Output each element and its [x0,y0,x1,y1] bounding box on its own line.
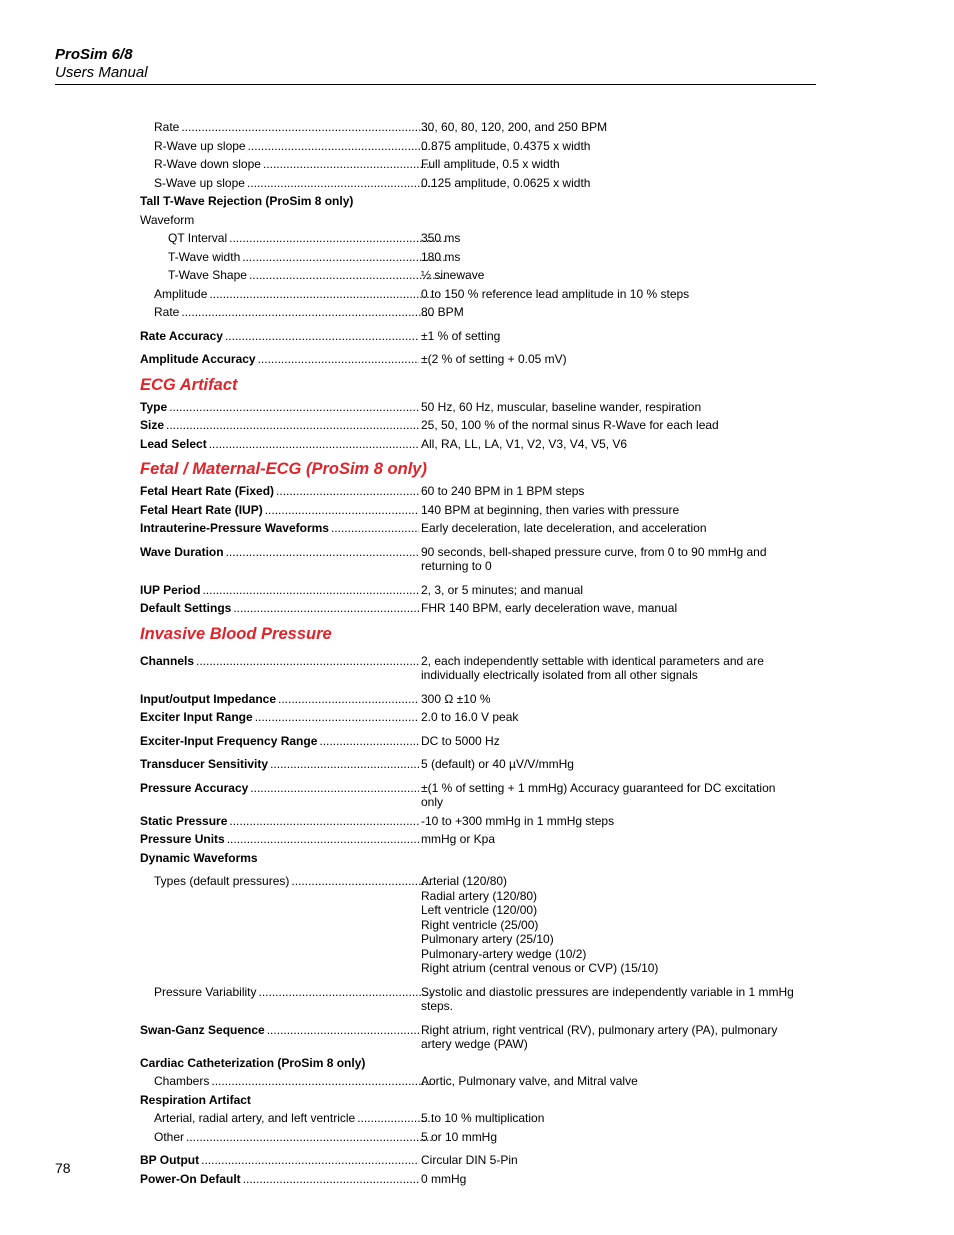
spec-value-line: Right atrium, right ventrical (RV), pulmonary artery (PA), pulmonary [421,1022,778,1037]
spec-label [140,874,433,889]
spec-value [421,734,820,749]
spec-value-line: 300 Ω ±10 % [421,691,491,706]
spec-row [140,350,820,369]
spec-group-heading: Cardiac Catheterization (ProSim 8 only) [140,1055,366,1070]
spec-label-text: Size [140,418,165,432]
spec-value-line: returning to 0 [421,559,492,573]
spec-label [140,305,433,320]
spec-label [140,692,419,707]
spec-group-heading: Dynamic Waveforms [140,850,258,865]
spec-value-line: 0.125 amplitude, 0.0625 x width [421,175,591,190]
spec-label-text: S-Wave up slope [154,175,245,190]
spec-label-text: Exciter-Input Frequency Range [140,733,318,748]
spec-row [140,285,820,304]
dot-leader [267,1023,419,1038]
dot-leader [196,654,419,669]
dot-leader [186,1130,433,1145]
spec-label-text: Pressure Accuracy [140,780,249,795]
spec-label [140,484,419,499]
spec-row [140,581,820,600]
spec-label-text: T-Wave Shape [168,268,247,282]
spec-row [140,1128,820,1147]
spec-value [421,814,820,829]
spec-value-line: 2, 3, or 5 minutes; and manual [421,582,584,597]
spec-value [421,176,820,191]
section-heading: Invasive Blood Pressure [140,624,332,643]
spec-row [140,732,820,751]
spec-row [140,708,820,727]
spec-label [140,1023,419,1038]
dot-leader [209,287,433,302]
spec-row [140,1072,820,1091]
dot-leader [319,734,419,749]
spec-group-heading: Tall T-Wave Rejection (ProSim 8 only) [140,194,354,208]
spec-value-line: Pulmonary artery (25/10) [421,932,554,946]
spec-label-text: Static Pressure [140,813,228,828]
spec-value-line: 5 (default) or 40 µV/V/mmHg [421,757,574,771]
spec-row [140,690,820,709]
spec-label-text: Amplitude Accuracy [140,352,256,366]
manual-title: ProSim 6/8 [55,46,133,63]
dot-leader [166,418,419,433]
spec-label [140,231,447,246]
dot-leader [249,268,447,283]
spec-row [140,983,820,1016]
dot-leader [242,250,447,265]
spec-label-text: Swan-Ganz Sequence [140,1022,265,1037]
spec-value-line: 60 to 240 BPM in 1 BPM steps [421,484,585,498]
dot-leader [209,437,419,452]
spec-label [140,329,419,344]
spec-value-line: -10 to +300 mmHg in 1 mmHg steps [421,813,615,828]
dot-leader [229,814,419,829]
spec-row [140,1109,820,1128]
dot-leader [331,521,419,536]
spec-label [140,734,419,749]
spec-value [421,1130,820,1145]
spec-value-line: 80 BPM [421,305,464,319]
spec-value-line: steps. [421,999,454,1013]
spec-value-line: Arterial (120/80) [421,874,508,888]
spec-value [421,418,820,433]
spec-value-line: Pulmonary-artery wedge (10/2) [421,946,587,961]
dot-leader [276,484,419,499]
spec-value [421,287,820,302]
dot-leader [181,305,433,320]
spec-label [140,757,419,772]
spec-row [140,812,820,831]
spec-label-text: Rate Accuracy [140,328,223,343]
spec-label-text: Transducer Sensitivity [140,757,269,771]
spec-row [140,755,820,774]
dot-leader [248,139,433,154]
spec-value-line: Circular DIN 5-Pin [421,1153,518,1167]
spec-value-line: 90 seconds, bell-shaped pressure curve, from 0 to 90 mmHg and [421,544,767,559]
dot-leader [263,157,433,172]
dot-leader [229,231,447,246]
spec-row [140,155,820,174]
spec-value-line: Full amplitude, 0.5 x width [421,157,560,171]
spec-row [140,1170,820,1189]
dot-leader [255,710,419,725]
spec-value [421,1172,820,1187]
spec-value-line: 30, 60, 80, 120, 200, and 250 BPM [421,120,608,134]
spec-value-line: ½ sinewave [421,268,485,282]
spec-value [421,305,820,320]
dot-leader [270,757,419,772]
spec-label-text: Chambers [154,1074,210,1088]
spec-value [421,157,820,172]
spec-label-text: Channels [140,653,195,668]
section-heading: Fetal / Maternal-ECG (ProSim 8 only) [140,460,427,478]
spec-value [421,654,820,683]
spec-label-text: Input/output Impedance [140,691,276,706]
spec-row [140,248,820,267]
spec-value-line: ±(2 % of setting + 0.05 mV) [421,352,567,366]
spec-label-text: Type [140,399,168,414]
spec-row [140,416,820,435]
spec-label-text: Arterial, radial artery, and left ventricle [154,1111,356,1125]
spec-label [140,1172,419,1187]
spec-value-line: 350 ms [421,231,461,245]
spec-value [421,268,820,283]
spec-row [140,118,820,137]
dot-leader [265,503,419,518]
spec-label-text: R-Wave down slope [154,157,261,171]
spec-value [421,832,820,847]
spec-value-line: only [421,795,444,809]
spec-label [140,120,433,135]
spec-label [140,503,419,518]
spec-value-line: Left ventricle (120/00) [421,903,538,917]
spec-row [140,519,820,538]
page-number: 78 [55,1160,71,1176]
spec-label-text: Intrauterine-Pressure Waveforms [140,521,329,535]
spec-label-text: Pressure Variability [154,984,257,999]
spec-label [140,832,419,847]
spec-row [140,501,820,520]
spec-value-line: FHR 140 BPM, early deceleration wave, manual [421,601,678,615]
spec-value [421,692,820,707]
dot-leader [225,329,419,344]
spec-row [140,652,820,685]
spec-value-line: 180 ms [421,249,461,264]
dot-leader [357,1111,433,1126]
spec-row [140,872,820,978]
spec-value [421,352,820,367]
spec-label [140,583,419,598]
spec-value [421,601,820,616]
spec-group-heading: Respiration Artifact [140,1092,251,1107]
dot-leader [181,120,433,135]
spec-value [421,710,820,725]
spec-value-line: Aortic, Pulmonary valve, and Mitral valve [421,1074,638,1088]
spec-label [140,157,433,172]
dot-leader [211,1074,433,1089]
spec-label-text: R-Wave up slope [154,138,246,153]
spec-label-text: T-Wave width [168,249,241,264]
spec-label [140,521,419,536]
section-heading: ECG Artifact [140,375,238,394]
spec-value [421,583,820,598]
spec-label [140,985,433,1000]
manual-subtitle: Users Manual [55,64,148,81]
spec-label [140,352,419,367]
dot-leader [250,781,419,796]
spec-label [140,1074,433,1089]
spec-row [140,398,820,417]
dot-leader [243,1172,419,1187]
spec-value [421,757,820,772]
dot-leader [169,400,419,415]
spec-label-text: IUP Period [140,582,201,597]
spec-value-line: 5 or 10 mmHg [421,1129,498,1144]
spec-value-line: individually electrically isolated from all other signals [421,668,698,682]
spec-label-text: Types (default pressures) [154,874,290,888]
spec-row [140,435,820,454]
spec-label [140,437,419,452]
spec-label [140,654,419,669]
spec-row [140,543,820,576]
spec-label [140,1153,419,1168]
dot-leader [202,583,419,598]
dot-leader [226,545,419,560]
spec-group-heading: Waveform [140,212,195,227]
spec-label-text: Amplitude [154,286,208,301]
spec-value [421,1111,820,1126]
spec-value-line: artery wedge (PAW) [421,1037,528,1051]
spec-value [421,1023,820,1052]
spec-value-line: ±1 % of setting [421,328,501,343]
spec-row [140,327,820,346]
spec-value [421,781,820,810]
spec-label-text: BP Output [140,1153,200,1167]
spec-row [140,599,820,618]
spec-label [140,400,419,415]
dot-leader [201,1153,419,1168]
spec-label-text: Rate [154,120,180,134]
spec-value [421,329,820,344]
spec-value-line: Radial artery (120/80) [421,888,538,903]
dot-leader [258,985,433,1000]
spec-value-line: ±(1 % of setting + 1 mmHg) Accuracy guaranteed for DC excitation [421,780,776,795]
spec-value [421,521,820,536]
spec-label [140,268,447,283]
spec-label [140,287,433,302]
spec-value-line: 0.875 amplitude, 0.4375 x width [421,138,591,153]
spec-value [421,250,820,265]
spec-label [140,601,419,616]
dot-leader [258,352,419,367]
dot-leader [247,176,433,191]
spec-label-text: Exciter Input Range [140,710,253,724]
dot-leader [278,692,419,707]
spec-value-line: 0 mmHg [421,1171,467,1186]
spec-label [140,1130,433,1145]
spec-value-line: 5 to 10 % multiplication [421,1111,545,1125]
spec-value [421,231,820,246]
spec-row [140,779,820,812]
spec-value-line: 50 Hz, 60 Hz, muscular, baseline wander, respiration [421,399,702,414]
spec-label-text: Fetal Heart Rate (IUP) [140,502,263,517]
spec-value-line: 25, 50, 100 % of the normal sinus R-Wave for each lead [421,418,719,432]
spec-value-line: 2, each independently settable with identical parameters and are [421,653,764,668]
spec-label-text: Other [154,1129,185,1144]
spec-label-text: Power-On Default [140,1171,241,1186]
spec-label [140,176,433,191]
spec-value [421,874,820,976]
spec-label [140,139,433,154]
dot-leader [291,874,433,889]
spec-value-line: 0 to 150 % reference lead amplitude in 10 % steps [421,286,690,301]
spec-row [140,1151,820,1170]
spec-value-line: 140 BPM at beginning, then varies with pressure [421,502,680,517]
spec-value-line: Right atrium (central venous or CVP) (15/10) [421,961,659,975]
spec-label [140,781,419,796]
spec-value-line: All, RA, LL, LA, V1, V2, V3, V4, V5, V6 [421,436,628,451]
spec-value-line: Early deceleration, late deceleration, and acceleration [421,521,707,535]
spec-label [140,1111,433,1126]
spec-row [140,830,820,849]
spec-value [421,545,820,574]
spec-row [140,482,820,501]
spec-value [421,400,820,415]
spec-value-line: Right ventricle (25/00) [421,917,539,932]
spec-label-text: Default Settings [140,601,232,615]
spec-value [421,503,820,518]
spec-label-text: Rate [154,305,180,319]
spec-row [140,266,820,285]
spec-value [421,437,820,452]
spec-label-text: Fetal Heart Rate (Fixed) [140,484,275,498]
spec-label-text: QT Interval [168,231,228,245]
spec-value [421,985,820,1014]
spec-label [140,250,447,265]
spec-value-line: Systolic and diastolic pressures are independently variable in 1 mmHg [421,984,794,999]
spec-value-line: mmHg or Kpa [421,832,496,846]
spec-value [421,120,820,135]
spec-row [140,137,820,156]
spec-label-text: Pressure Units [140,832,225,846]
spec-value-line: 2.0 to 16.0 V peak [421,710,519,724]
spec-label-text: Lead Select [140,436,207,451]
spec-row [140,303,820,322]
spec-label-text: Wave Duration [140,544,224,559]
spec-label [140,418,419,433]
spec-row [140,174,820,193]
spec-value [421,139,820,154]
spec-row [140,229,820,248]
spec-list [140,118,820,1188]
spec-label [140,710,419,725]
dot-leader [233,601,419,616]
spec-row [140,1021,820,1054]
spec-label [140,545,419,560]
spec-value [421,1074,820,1089]
spec-value-line: DC to 5000 Hz [421,733,500,748]
spec-value [421,484,820,499]
page-header [55,46,816,85]
spec-value [421,1153,820,1168]
spec-label [140,814,419,829]
dot-leader [227,832,419,847]
